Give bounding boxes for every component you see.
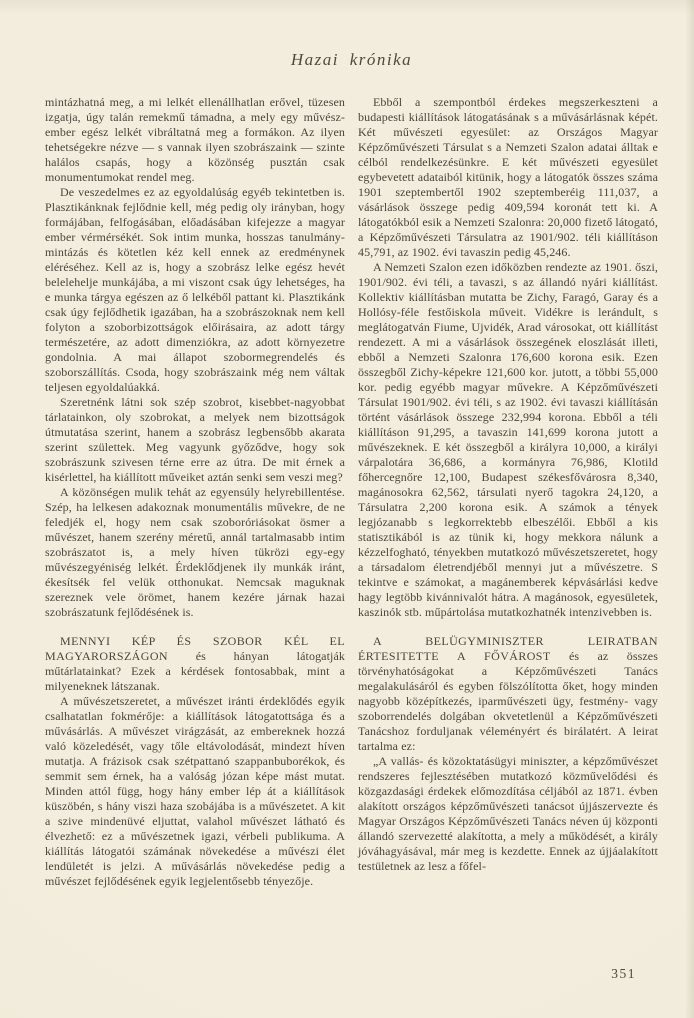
paragraph: Ebből a szempontból érdekes megszerkeszteni a budapesti kiállítások látogatásának s a művásárlásnak képét. Két művészeti egyesület: az Országos Magyar Képzőművészeti Társulat s a Nemzeti Szalon adatai álltak e célból rendelkezésünkre. E két művészeti egyesület egybevetett adataiból kitünik, hogy a látogatók összes száma 1901 szeptembertől 1902 szeptemberéig 111,037, a vásárlások összege pedig 409,594 koronát tett ki. A látogatókból esik a Nemzeti Szalonra: 20,000 fizető látogató, a Képzőművészeti Társulatra az 1901/902. téli kiállításon 45,791, az 1902. évi tavaszin pedig 45,246.: [358, 95, 658, 259]
paragraph: A Nemzeti Szalon ezen időközben rendezte az 1901. őszi, 1901/902. évi téli, a tavaszi, s az állandó nyári kiállítást. Kollektiv kiállításban mutatta be Zichy, Faragó, Garay és a Hollósy-féle festőiskola műveit. Vidékre is lerándult, s meglátogatván Fiume, Ujvidék, Arad városokat, ott kiállítást rendezett. A mi a vásárlások összegének eloszlását illeti, ebből a Nemzeti Szalonra 176,600 korona esik. Ezen összegből Zichy-képekre 121,600 kor. jutott, a többi 55,000 kor. pedig egyébb magyar művekre. A Képzőművészeti Társulat 1901/902. évi téli, s az 1902. évi tavaszi kiállításán történt vásárlások összege 232,994 korona. Ebből a téli kiállításon 91,295, a tavaszin 141,699 korona jutott a művészeknek. E két összegből a királyra 10,000, a királyi várpalotára 36,686, a kormányra 76,986, Klotild főhercegnőre 12,100, Budapest székesfővárosra 8,340, magánosokra 62,562, társulati nyerő tagokra 24,120, a Társulatra 2,200 korona esik. A számok a tények legjózanabb s legkorrektebb elbeszélői. Ebből a kis statisztikából is az tünik ki, hogy mekkora nálunk a kézzelfogható, tényekben mutatkozó művészetszeretet, hogy a társadalom életrendjéből mennyi jut a művészetre. S tekintve e számokat, a magánemberek képvásárlási kedve hagy legtöbb kivánnivalót hátra. A magánosok, egyesületek, kaszinók stb. műpártolása mutatkozhatnék intenzivebben is.: [358, 260, 658, 619]
paragraph: „A vallás- és közoktatásügyi miniszter, a képzőművészet rendszeres fejlesztésében mutatkozó közművelődési és közgazdasági érdekek előmozdítása céljából az 1871. évben alakított országos képzőművészeti tanácsot újjászervezte és Magyar Országos Képzőművészeti Tanács néven új központi állandó szervezetté alakította, a mely a működését, a király jóváhagyásával, már meg is kezdette. Ennek az újjáalakított testületnek az lesz a főfel-: [358, 754, 658, 873]
paragraph: A közönségen mulik tehát az egyensúly helyrebillentése. Szép, ha lelkesen adakoznak monumentális művekre, de ne feledjék el, hogy nem csak szoboróriásokat ösmer a művészet, hanem szerény méretű, annál tartalmasabb intim szobrászatot is, a mely híven tükrözi egy-egy művészegyéniség lelkét. Érdeklődjenek ily munkák iránt, ékesítsék fel velük otthonukat. Nemcsak maguknak szereznek vele örömet, hanem kezére járnak hazai szobrászatunk fejlődésének is.: [45, 485, 345, 619]
page-number: 351: [611, 966, 636, 981]
running-header: Hazai krónika: [290, 50, 413, 69]
text-columns: [45, 95, 658, 889]
section-heading: A BELÜGYMINISZTER LEIRATBAN ÉRTESITETTE A FŐVÁROST: [358, 634, 658, 663]
section-text: és az összes törvényhatóságokat a Képzőművészeti Tanács megalakulásáról és egyben fölszólította őket, hogy minden nagyobb középítkezés, iparművészeti ügy, festmény- vagy szoborrendelés dolgában okvetetlenül a Képzőművészeti Tanácshoz forduljanak véleményért és birálatért. A leirat tartalma ez:: [358, 649, 658, 753]
section-text: és hányan látogatják műtárlatainkat? Ezek a kérdések fontosabbak, mint a milyeneknek látszanak.: [45, 649, 345, 693]
paragraph: Szeretnénk látni sok szép szobrot, kisebbet-nagyobbat tárlatainkon, oly szobrokat, a melyek nem bizottságok útmutatása szerint, hanem a szobrász legbensőbb akarata szerint születtek. Meg vagyunk győződve, hogy sok szobrászunk szivesen térne erre az útra. De mit érnek a kisérlettel, ha kiállított műveiket aztán senki sem veszi meg?: [45, 395, 345, 484]
section-heading: MENNYI KÉP ÉS SZOBOR KÉL EL MAGYARORSZÁGON: [45, 634, 345, 663]
paragraph: mintázhatná meg, a mi lelkét ellenállhatlan erővel, tüzesen izgatja, úgy talán remekmű támadna, a mely egy művész-ember egész lelkét vibráltatná meg a formákon. Az ilyen tehetségekre nézve — s vannak ilyen szobrászaink — szinte halálos csapás, hogy a közönség pusztán csak monumentumokat rendel meg.: [45, 95, 345, 184]
section-paragraph: [45, 634, 345, 694]
left-column: [45, 95, 345, 889]
right-column: [358, 95, 658, 889]
paragraph: De veszedelmes ez az egyoldalúság egyéb tekintetben is. Plasztikánknak fejlődnie kell, még pedig oly irányban, hogy formájában, felfogásában, előadásában kifejezze a magyar ember vérmérsékét. Sok intim munka, hosszas tanulmány-mintázás és kötetlen kéz kell ennek az eredménynek eléréséhez. Kell az is, hogy a szobrász lelke egész hevét belelehelje munkájába, a mi viszont csak úgy lehetséges, ha e munka tárgya egészen az ő lelkéből pattant ki. Plasztikánk csak úgy fejlődhetik igazában, ha a szobrászoknak nem kell folyton a szoborbizottságok előirásaira, az adott tárgy természetére, az adott dimenziókra, az adott környezetre gondolnia. A mai állapot szobormegrendelés és szoborszállítás. Csoda, hogy szobrászaink még nem váltak teljesen egyoldalúakká.: [45, 185, 345, 394]
paragraph: A művészetszeretet, a művészet iránti érdeklődés egyik csalhatatlan fokmérője: a kiállítások látogatottsága és a művásárlás. A művészet virágzását, az embereknek hozzá való közeledését, vagy tőle eltávolodását, mindezt híven mutatja. A frázisok csak szétpattanó szappanbuborékok, és semmit sem érnek, ha a valóság józan képe mást mutat. Minden attól függ, hogy hány ember lép át a kiállítások küszöbén, s hány viszi haza szobájába is a művészetet. A kit a szive mindenüvé eljuttat, valahol művészet látható és élvezhető: ez a művészetnek igazi, vérbeli publikuma. A kiállítás látogatói számának növekedése a művészi élet lendületét is jelzi. A művásárlás növekedése pedig a művészet fejlődésének egyik legjelentősebb tényezője.: [45, 694, 345, 888]
section-paragraph: [358, 634, 658, 754]
